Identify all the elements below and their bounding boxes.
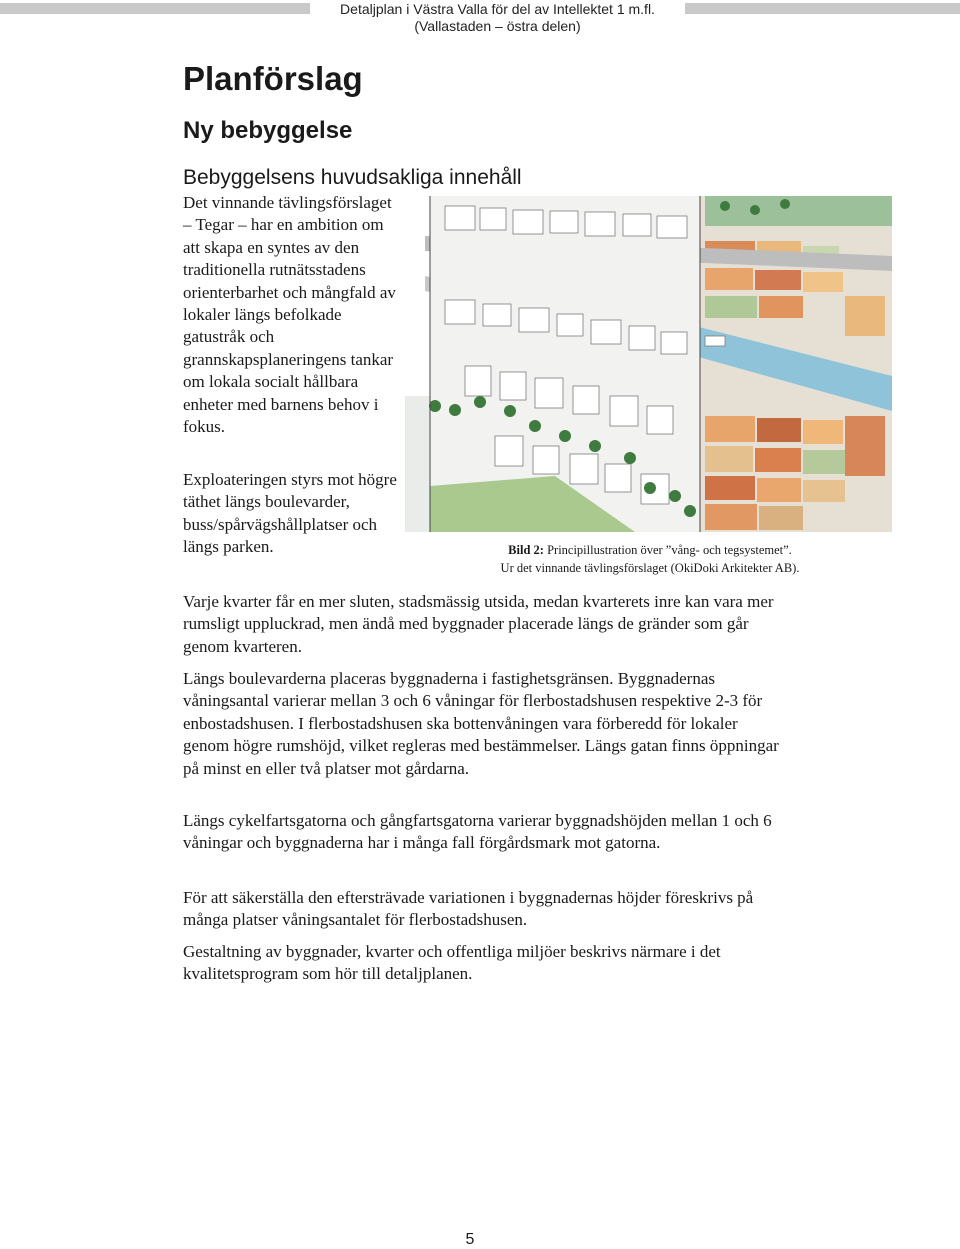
page-number: 5 — [465, 1231, 475, 1248]
figure-caption-label: Bild 2: — [508, 543, 544, 557]
figure-caption-line1 — [430, 541, 870, 559]
running-header — [310, 1, 685, 35]
intro-paragraph: Det vinnande tävlingsförslaget – Tegar – har en ambition om att skapa en syntes av den traditionella rutnätsstadens orienterbarhet och mångfald av lokaler längs befolkade gatustråk och grannskapsplaneringens tankar om lokala socialt hållbara enheter med barnens behov i fokus. — [183, 193, 396, 437]
body-paragraph-1: Varje kvarter får en mer sluten, stadsmässig utsida, medan kvarterets inre kan vara mer rumsligt uppluckrad, men ändå med byggnader placerade längs de gränder som går genom kvarteren. — [183, 592, 774, 656]
header-bar-left — [0, 3, 310, 14]
page-title: Planförslag — [183, 60, 363, 97]
header-bar-right — [685, 3, 960, 14]
figure-caption-text: Principillustration över ”vång- och tegsystemet”. — [547, 543, 792, 557]
figure-caption-line2: Ur det vinnande tävlingsförslaget (OkiDoki Arkitekter AB). — [500, 561, 800, 575]
figure-caption — [430, 541, 870, 577]
site-plan-illustration — [405, 196, 892, 532]
body-paragraph-3: Längs cykelfartsgatorna och gångfartsgatorna varierar byggnadshöjden mellan 1 och 6 våningar och byggnaderna har i många fall förgårdsmark mot gatorna. — [183, 811, 772, 853]
section-heading: Bebyggelsens huvudsakliga innehåll — [183, 166, 522, 189]
density-paragraph: Exploateringen styrs mot högre täthet längs boulevarder, buss/spårvägshållplatser och längs parken. — [183, 470, 397, 557]
body-paragraph-5: Gestaltning av byggnader, kvarter och offentliga miljöer beskrivs närmare i det kvalitetsprogram som hör till detaljplanen. — [183, 942, 721, 984]
running-header-line1: Detaljplan i Västra Valla för del av Intellektet 1 m.fl. — [340, 1, 655, 17]
body-paragraph-2: Längs boulevarderna placeras byggnaderna i fastighetsgränsen. Byggnadernas våningsantal varierar mellan 3 och 6 våningar för flerbostadshusen respektive 2-3 för enbostadshusen. I flerbostadshusen ska bottenvåningen vara förberedd för lokaler genom högre rumshöjd, vilket regleras med bestämmelser. Längs gatan finns öppningar på minst en eller två platser mot gårdarna. — [183, 669, 779, 778]
page-subtitle: Ny bebyggelse — [183, 117, 353, 144]
running-header-line2: (Vallastaden – östra delen) — [414, 18, 581, 34]
body-paragraph-4: För att säkerställa den eftersträvade variationen i byggnadernas höjder föreskrivs på många platser våningsantalet för flerbostadshusen. — [183, 888, 754, 930]
